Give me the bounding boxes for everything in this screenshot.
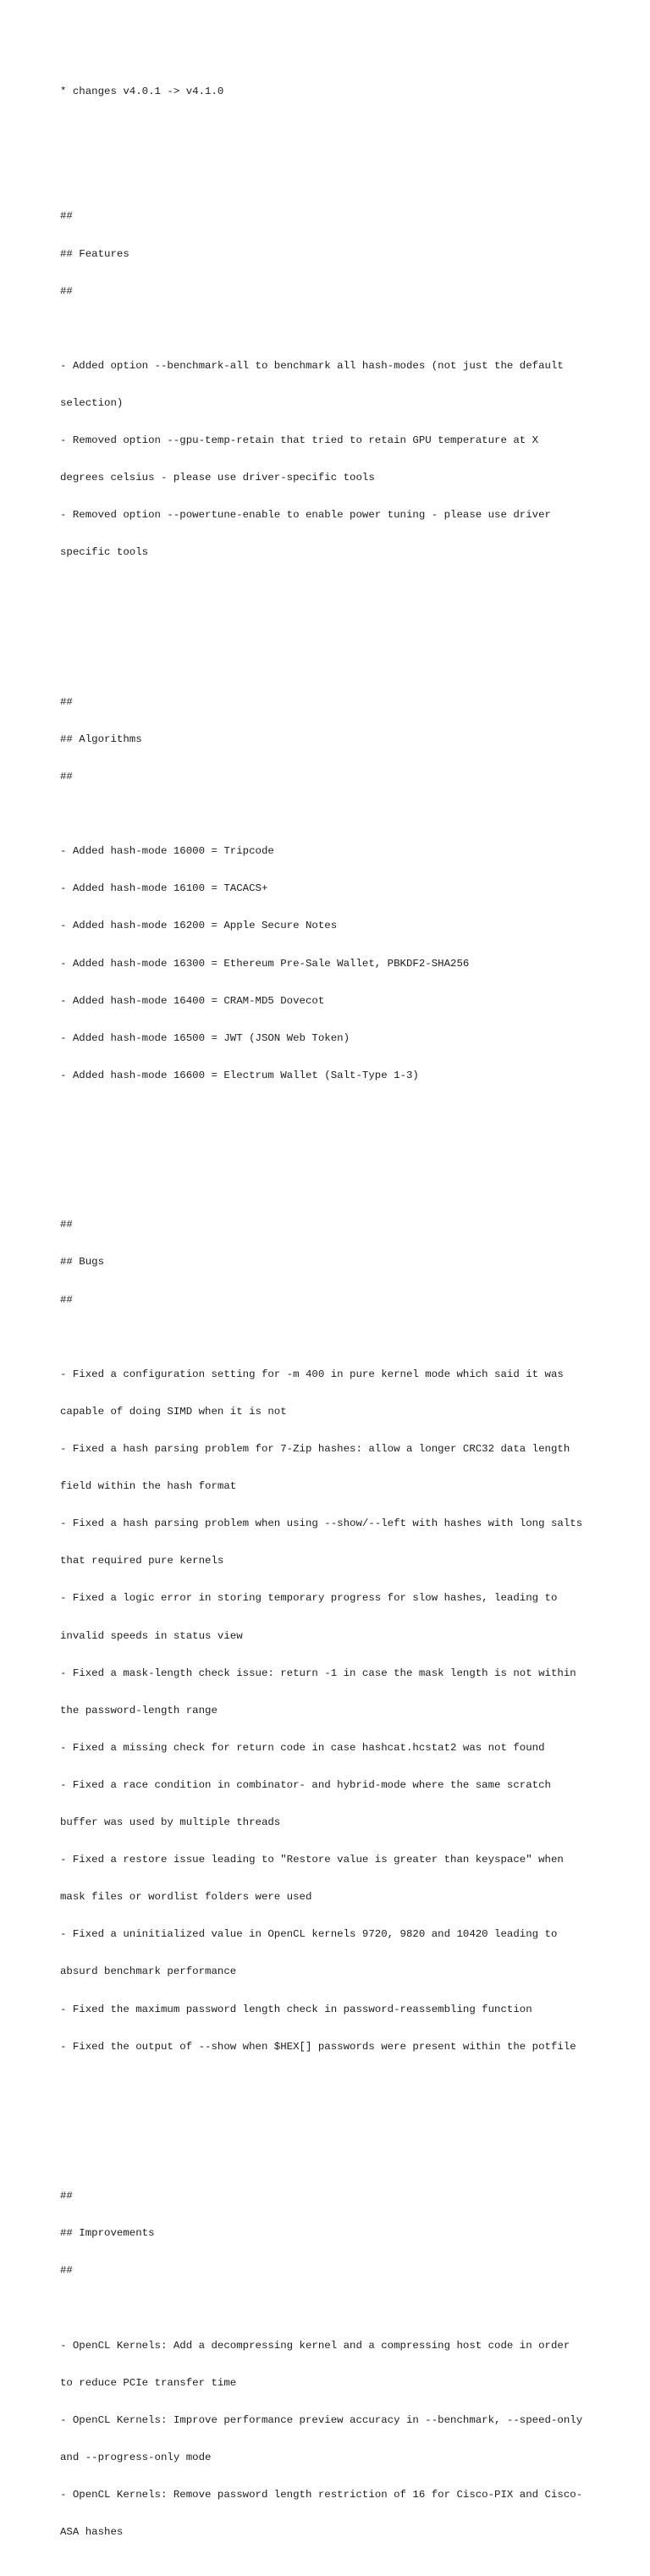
changelog-line: - Added hash-mode 16500 = JWT (JSON Web Token) bbox=[60, 1031, 350, 1044]
changelog-line: buffer was used by multiple threads bbox=[60, 1816, 281, 1829]
changelog-line: - Added hash-mode 16200 = Apple Secure Notes bbox=[60, 920, 338, 932]
changelog-line: - OpenCL Kernels: Improve performance preview accuracy in --benchmark, --speed-only bbox=[60, 2413, 583, 2426]
changelog-line: ASA hashes bbox=[60, 2526, 124, 2539]
section-marker: ## bbox=[60, 1293, 73, 1306]
changelog-line: - Added hash-mode 16300 = Ethereum Pre-Sale Wallet, PBKDF2-SHA256 bbox=[60, 957, 470, 970]
changelog-line: absurd benchmark performance bbox=[60, 1965, 237, 1978]
changelog-line: - Fixed a configuration setting for -m 400 in pure kernel mode which said it was bbox=[60, 1368, 564, 1380]
section-marker: ## bbox=[60, 695, 73, 708]
changelog-line: and --progress-only mode bbox=[60, 2451, 212, 2463]
section-title: ## Features bbox=[60, 247, 129, 260]
changelog-line: - Fixed a race condition in combinator- and hybrid-mode where the same scratch bbox=[60, 1778, 551, 1791]
changelog-line: - Fixed a uninitialized value in OpenCL kernels 9720, 9820 and 10420 leading to bbox=[60, 1928, 558, 1941]
changelog-line: specific tools bbox=[60, 546, 149, 559]
section-marker: ## bbox=[60, 1219, 73, 1231]
changelog-line: - OpenCL Kernels: Remove password length restriction of 16 for Cisco-PIX and Cisco- bbox=[60, 2488, 583, 2501]
changelog-line: - OpenCL Kernels: Add a decompressing kernel and a compressing host code in order bbox=[60, 2339, 570, 2352]
section-marker: ## bbox=[60, 771, 73, 783]
changelog-line: - Fixed a hash parsing problem for 7-Zip hashes: allow a longer CRC32 data length bbox=[60, 1442, 570, 1455]
changelog-line: that required pure kernels bbox=[60, 1555, 224, 1567]
changelog-line: - Added hash-mode 16100 = TACACS+ bbox=[60, 882, 268, 895]
changelog-line: - Fixed a hash parsing problem when using --show/--left with hashes with long salts bbox=[60, 1517, 583, 1530]
section-features bbox=[60, 185, 602, 583]
changelog-line: - Added hash-mode 16000 = Tripcode bbox=[60, 845, 274, 858]
blank-line bbox=[60, 2302, 602, 2314]
changelog-document bbox=[60, 61, 602, 2576]
section-title: ## Algorithms bbox=[60, 732, 142, 745]
changelog-line: - Added option --benchmark-all to benchmark all hash-modes (not just the default bbox=[60, 359, 564, 372]
section-marker: ## bbox=[60, 2190, 73, 2203]
changelog-heading: * changes v4.0.1 -> v4.1.0 bbox=[60, 86, 224, 98]
changelog-line: mask files or wordlist folders were used bbox=[60, 1891, 312, 1904]
section-bugs bbox=[60, 1194, 602, 2078]
blank-line bbox=[60, 1331, 602, 1344]
changelog-line: - Added hash-mode 16400 = CRAM-MD5 Dovecot bbox=[60, 994, 325, 1007]
changelog-line: - Removed option --gpu-temp-retain that tried to retain GPU temperature at X bbox=[60, 434, 539, 447]
changelog-line: - Added hash-mode 16600 = Electrum Wallet (Salt-Type 1-3) bbox=[60, 1069, 419, 1081]
changelog-line: invalid speeds in status view bbox=[60, 1629, 243, 1642]
changelog-line: - Fixed a restore issue leading to "Restore value is greater than keyspace" when bbox=[60, 1854, 564, 1866]
changelog-line: - Fixed the maximum password length check in password-reassembling function bbox=[60, 2003, 532, 2015]
changelog-line: - Fixed a missing check for return code in case hashcat.hcstat2 was not found bbox=[60, 1741, 545, 1754]
changelog-line: - Fixed a logic error in storing temporary progress for slow hashes, leading to bbox=[60, 1592, 558, 1605]
section-marker: ## bbox=[60, 285, 73, 297]
section-marker: ## bbox=[60, 2264, 73, 2277]
changelog-line: the password-length range bbox=[60, 1704, 218, 1716]
blank-line bbox=[60, 808, 602, 821]
blank-line bbox=[60, 609, 602, 622]
changelog-line: - Fixed a mask-length check issue: return -1 in case the mask length is not within bbox=[60, 1667, 576, 1679]
section-improvements bbox=[60, 2165, 602, 2563]
changelog-line: selection) bbox=[60, 396, 124, 409]
blank-line bbox=[60, 2103, 602, 2115]
section-title: ## Improvements bbox=[60, 2227, 155, 2240]
changelog-line: - Fixed the output of --show when $HEX[] passwords were present within the potfile bbox=[60, 2040, 576, 2053]
section-marker: ## bbox=[60, 210, 73, 223]
blank-line bbox=[60, 1131, 602, 1144]
changelog-line: field within the hash format bbox=[60, 1480, 237, 1493]
blank-line bbox=[60, 323, 602, 335]
section-algorithms bbox=[60, 671, 602, 1107]
changelog-line: capable of doing SIMD when it is not bbox=[60, 1405, 287, 1418]
blank-line bbox=[60, 124, 602, 136]
changelog-line: - Removed option --powertune-enable to enable power tuning - please use driver bbox=[60, 509, 551, 522]
section-title: ## Bugs bbox=[60, 1256, 105, 1269]
changelog-line: to reduce PCIe transfer time bbox=[60, 2376, 237, 2389]
changelog-line: degrees celsius - please use driver-specific tools bbox=[60, 472, 375, 484]
